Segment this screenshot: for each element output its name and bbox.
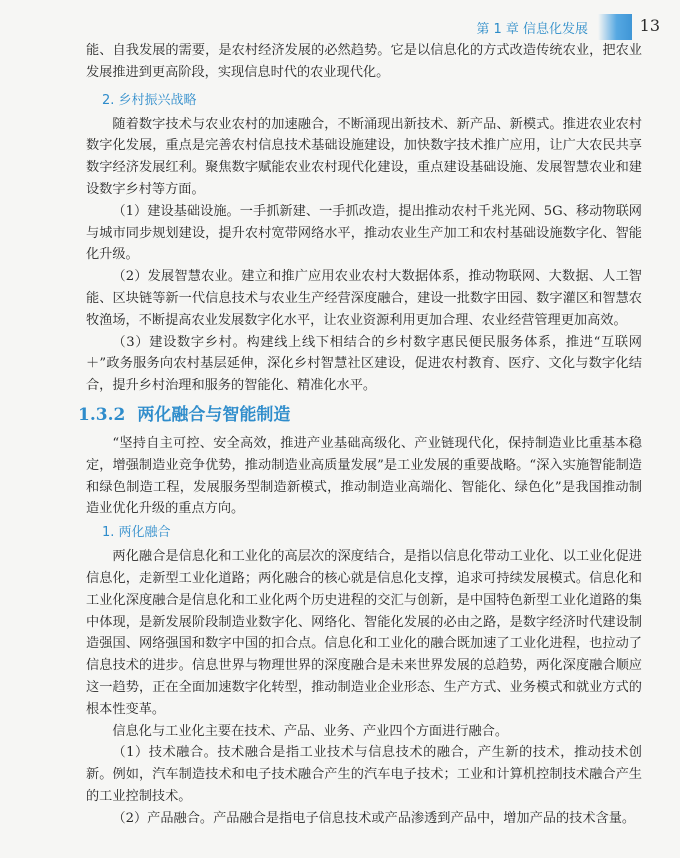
paragraph-rural-infrastructure: （1）建设基础设施。一手抓新建、一手抓改造，提出推动农村千兆光网、5G、移动物联网与城市同步规划建设，提升农村宽带网络水平，推动农业生产加工和农村基础设施数字化、智能化升级。: [86, 203, 642, 263]
chapter-title: 第 1 章 信息化发展: [476, 22, 588, 37]
section-title: 两化融合与智能制造: [137, 404, 291, 425]
paragraph-integration-aspects: 信息化与工业化主要在技术、产品、业务、产业四个方面进行融合。: [112, 723, 509, 739]
paragraph-two-integration-definition: 两化融合是信息化和工业化的高层次的深度结合，是指以信息化带动工业化、以工业化促进信息化，走新型工业化道路；两化融合的核心就是信息化支撑，追求可持续发展模式。信息化和工业化深度融合是信息化和工业化两个历史进程的交汇与创新，是中国特色新型工业化道路的集中体现，是新发展阶段制造业数字化、网络化、智能化发展的必由之路，是数字经济时代建设制造强国、网络强国和数字中国的扣合点。信息化和工业化的融合既加速了工业化进程，也拉动了信息技术的进步。信息世界与物理世界的深度融合是未来世界发展的总趋势，两化深度融合顺应这一趋势，正在全面加速数字化转型，推动制造业企业形态、生产方式、业务模式和就业方式的根本性变革。: [86, 549, 642, 717]
page-body: [78, 40, 642, 830]
paragraph-rural-overview: 随着数字技术与农业农村的加速融合，不断涌现出新技术、新产品、新模式。推进农业农村数字化发展，重点是完善农村信息技术基础设施建设，加快数字技术推广应用，让广大农民共享数字经济发展红利。聚焦数字赋能农业农村现代化建设，重点建设基础设施、发展智慧农业和建设数字乡村等方面。: [86, 116, 642, 197]
subheading-two-integration: 1. 两化融合: [102, 525, 171, 541]
paragraph-rural-digital-village: （3）建设数字乡村。构建线上线下相结合的乡村数字惠民便民服务体系，推进“互联网＋”政务服务向农村基层延伸，深化乡村智慧社区建设，促进农村教育、医疗、文化与数字化结合，提升乡村治理和服务的智能化、精准化水平。: [86, 334, 642, 394]
paragraph-technology-integration: （1）技术融合。技术融合是指工业技术与信息技术的融合，产生新的技术，推动技术创新。例如，汽车制造技术和电子技术融合产生的汽车电子技术；工业和计算机控制技术融合产生的工业控制技术。: [86, 745, 642, 804]
page-header: [0, 12, 680, 40]
subheading-rural-revitalization: 2. 乡村振兴战略: [102, 92, 197, 108]
paragraph-section-intro: “坚持自主可控、安全高效，推进产业基础高级化、产业链现代化，保持制造业比重基本稳定，增强制造业竞争优势，推动制造业高质量发展”是工业发展的重要战略。“深入实施智能制造和绿色制造工程，发展服务型制造新模式，推动制造业高端化、智能化、绿色化”是我国推动制造业优化升级的重点方向。: [86, 435, 642, 517]
section-heading: [78, 397, 642, 433]
page-number: 13: [639, 16, 660, 35]
paragraph-product-integration: （2）产品融合。产品融合是指电子信息技术或产品渗透到产品中，增加产品的技术含量。: [112, 810, 636, 826]
header-accent-bar: [598, 14, 632, 40]
paragraph-intro-continued: 能、自我发展的需要，是农村经济发展的必然趋势。它是以信息化的方式改造传统农业，把农业发展推进到更高阶段，实现信息时代的农业现代化。: [86, 43, 642, 80]
paragraph-rural-smart-agriculture: （2）发展智慧农业。建立和推广应用农业农村大数据体系，推动物联网、大数据、人工智能、区块链等新一代信息技术与农业生产经营深度融合，建设一批数字田园、数字灌区和智慧农牧渔场，不断提高农业发展数字化水平，让农业资源利用更加合理、农业经营管理更加高效。: [86, 269, 642, 328]
section-number: 1.3.2: [78, 404, 126, 425]
